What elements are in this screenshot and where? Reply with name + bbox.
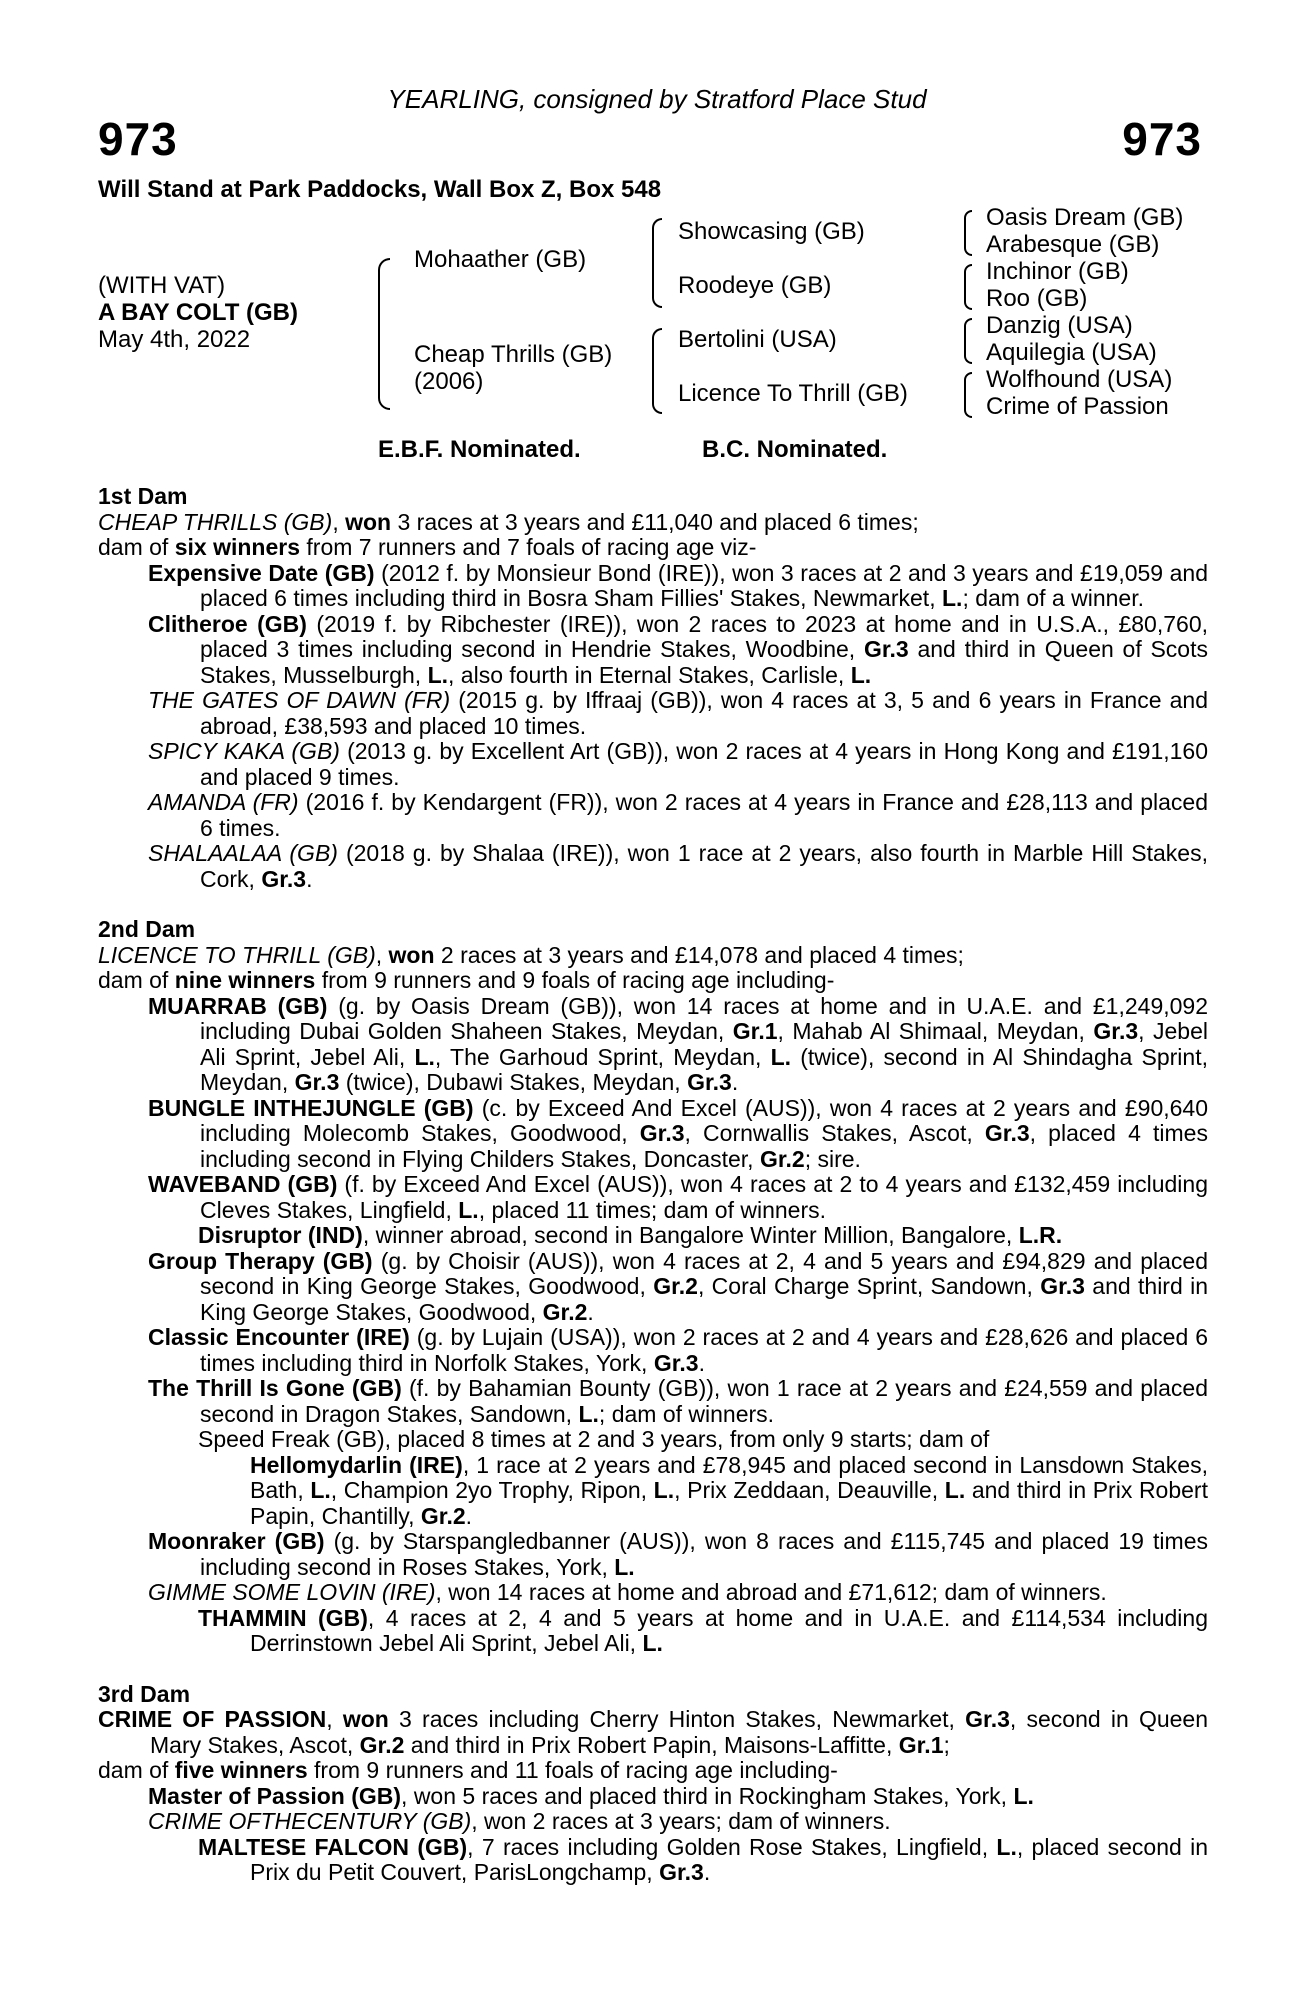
- first-dam-heading: 1st Dam: [98, 483, 188, 509]
- pedigree-brace-main: [378, 258, 390, 410]
- pedigree-dam-year: (2006): [414, 368, 484, 395]
- pedigree-g6: Aquilegia (USA): [986, 339, 1157, 366]
- third-dam-summary: CRIME OF PASSION, won 3 races including Cherry Hinton Stakes, Newmarket, Gr.3, second in Queen Mary Stakes, Ascot, Gr.2 and third in Prix Robert Papin, Maisons-Laffitte, Gr.1;: [98, 1706, 1209, 1758]
- first-dam-summary: CHEAP THRILLS (GB), won 3 races at 3 years and £11,040 and placed 6 times;: [98, 508, 919, 535]
- pedigree-brace-g4: [964, 372, 972, 418]
- bc-nominated: B.C. Nominated.: [702, 436, 888, 463]
- produce-muarrab: MUARRAB (GB) (g. by Oasis Dream (GB)), won 14 races at home and in U.A.E. and £1,249,092 including Dubai Golden Shaheen Stakes, Meydan, Gr.1, Mahab Al Shimaal, Meydan, Gr.3, Jebel Ali Sprint, Jebel Ali, L., The Garhoud Sprint, Meydan, L. (twice), second in Al Shindagha Sprint, Meydan, Gr.3 (twice), Dubawi Stakes, Meydan, Gr.3.: [148, 992, 1209, 1095]
- produce-group-therapy: Group Therapy (GB) (g. by Choisir (AUS)), won 4 races at 2, 4 and 5 years and £94,829 and placed second in King George Stakes, Goodwood, Gr.2, Coral Charge Sprint, Sandown, Gr.3 and third in King George Stakes, Goodwood, Gr.2.: [148, 1247, 1209, 1325]
- pedigree-brace-g3: [964, 318, 972, 364]
- produce-waveband: WAVEBAND (GB) (f. by Exceed And Excel (AUS)), won 4 races at 2 to 4 years and £132,459 including Cleves Stakes, Lingfield, L., placed 11 times; dam of winners.: [148, 1171, 1208, 1223]
- vat-note: (WITH VAT): [98, 272, 226, 299]
- produce-maltese-falcon: MALTESE FALCON (GB), 7 races including Golden Rose Stakes, Lingfield, L., placed second in Prix du Petit Couvert, ParisLongchamp, Gr.3.: [198, 1833, 1208, 1885]
- produce-disruptor: Disruptor (IND), winner abroad, second in Bangalore Winter Million, Bangalore, L.R.: [198, 1222, 1063, 1248]
- pedigree-g1: Oasis Dream (GB): [986, 204, 1184, 231]
- pedigree-brace-sire: [652, 218, 662, 308]
- second-dam-heading: 2nd Dam: [98, 916, 196, 942]
- produce-speed-freak: Speed Freak (GB), placed 8 times at 2 and 3 years, from only 9 starts; dam of: [198, 1426, 990, 1452]
- pedigree-dam: Cheap Thrills (GB): [414, 341, 613, 368]
- pedigree-sire: Mohaather (GB): [414, 246, 587, 273]
- catalogue-body: [98, 484, 1208, 1886]
- produce-gates-of-dawn: THE GATES OF DAWN (FR) (2015 g. by Iffraaj (GB)), won 4 races at 3, 5 and 6 years in France and abroad, £38,593 and placed 10 times.: [148, 687, 1208, 739]
- pedigree-sire-sire: Showcasing (GB): [678, 218, 865, 245]
- produce-thammin: THAMMIN (GB), 4 races at 2, 4 and 5 years at home and in U.A.E. and £114,534 including Derrinstown Jebel Ali Sprint, Jebel Ali, L.: [198, 1604, 1209, 1656]
- pedigree-brace-dam: [652, 328, 662, 414]
- produce-hellomydarlin: Hellomydarlin (IRE), 1 race at 2 years and £78,945 and placed second in Lansdown Stakes, Bath, L., Champion 2yo Trophy, Ripon, L., Prix Zeddaan, Deauville, L. and third in Prix Robert Papin, Chantilly, Gr.2.: [250, 1451, 1208, 1529]
- pedigree-brace-g2: [964, 264, 972, 310]
- first-dam-produce: dam of six winners from 7 runners and 7 foals of racing age viz-: [98, 534, 757, 560]
- third-dam-produce: dam of five winners from 9 runners and 11 foals of racing age including-: [98, 1757, 838, 1783]
- produce-crime-of-the-century: CRIME OFTHECENTURY (GB), won 2 races at 3 years; dam of winners.: [148, 1808, 891, 1834]
- consigned-by: YEARLING, consigned by Stratford Place Stud: [387, 84, 927, 114]
- pedigree-dam-dam: Licence To Thrill (GB): [678, 380, 908, 407]
- foaling-date: May 4th, 2022: [98, 326, 251, 353]
- pedigree-brace-g1: [964, 210, 972, 256]
- produce-moonraker: Moonraker (GB) (g. by Starspangledbanner (AUS)), won 8 races and £115,745 and placed 19 times including second in Roses Stakes, York, L.: [148, 1528, 1208, 1580]
- produce-thrill-is-gone: The Thrill Is Gone (GB) (f. by Bahamian Bounty (GB)), won 1 race at 2 years and £24,559 and placed second in Dragon Stakes, Sandown, L.; dam of winners.: [148, 1375, 1208, 1427]
- stand-location: Will Stand at Park Paddocks, Wall Box Z, Box 548: [98, 176, 662, 203]
- produce-master-of-passion: Master of Passion (GB), won 5 races and placed third in Rockingham Stakes, York, L.: [148, 1782, 1034, 1809]
- pedigree-g8: Crime of Passion: [986, 393, 1169, 420]
- lot-number-right: 973: [1122, 113, 1202, 165]
- pedigree-sire-dam: Roodeye (GB): [678, 272, 832, 299]
- ebf-nominated: E.B.F. Nominated.: [378, 436, 581, 463]
- produce-gimme-some-lovin: GIMME SOME LOVIN (IRE), won 14 races at home and abroad and £71,612; dam of winners.: [148, 1579, 1107, 1605]
- horse-name: A BAY COLT (GB): [98, 299, 299, 326]
- pedigree-g5: Danzig (USA): [986, 312, 1133, 339]
- pedigree-g2: Arabesque (GB): [986, 231, 1160, 258]
- lot-number-left: 973: [98, 113, 178, 165]
- produce-bungle-inthejungle: BUNGLE INTHEJUNGLE (GB) (c. by Exceed And Excel (AUS)), won 4 races at 2 years and £90,640 including Molecomb Stakes, Goodwood, Gr.3, Cornwallis Stakes, Ascot, Gr.3, placed 4 times including second in Flying Childers Stakes, Doncaster, Gr.2; sire.: [148, 1094, 1209, 1172]
- third-dam-heading: 3rd Dam: [98, 1680, 191, 1707]
- pedigree-g3: Inchinor (GB): [986, 258, 1129, 285]
- produce-amanda: AMANDA (FR) (2016 f. by Kendargent (FR)), won 2 races at 4 years in France and £28,113 and placed 6 times.: [148, 789, 1209, 841]
- pedigree-g7: Wolfhound (USA): [986, 366, 1173, 393]
- produce-shalaalaa: SHALAALAA (GB) (2018 g. by Shalaa (IRE)), won 1 race at 2 years, also fourth in Marble Hill Stakes, Cork, Gr.3.: [148, 840, 1208, 892]
- second-dam-produce: dam of nine winners from 9 runners and 9 foals of racing age including-: [98, 967, 835, 993]
- produce-expensive-date: Expensive Date (GB) (2012 f. by Monsieur Bond (IRE)), won 3 races at 2 and 3 years and £19,059 and placed 6 times including third in Bosra Sham Fillies' Stakes, Newmarket, L.; dam of a winner.: [148, 559, 1208, 611]
- produce-spicy-kaka: SPICY KAKA (GB) (2013 g. by Excellent Art (GB)), won 2 races at 4 years in Hong Kong and £191,160 and placed 9 times.: [148, 738, 1208, 790]
- second-dam-summary: LICENCE TO THRILL (GB), won 2 races at 3 years and £14,078 and placed 4 times;: [98, 941, 964, 968]
- produce-clitheroe: Clitheroe (GB) (2019 f. by Ribchester (IRE)), won 2 races to 2023 at home and in U.S.A., £80,760, placed 3 times including second in Hendrie Stakes, Woodbine, Gr.3 and third in Queen of Scots Stakes, Musselburgh, L., also fourth in Eternal Stakes, Carlisle, L.: [148, 610, 1209, 688]
- pedigree-dam-sire: Bertolini (USA): [678, 326, 837, 353]
- pedigree-g4: Roo (GB): [986, 285, 1088, 312]
- produce-classic-encounter: Classic Encounter (IRE) (g. by Lujain (USA)), won 2 races at 2 and 4 years and £28,626 and placed 6 times including third in Norfolk Stakes, York, Gr.3.: [148, 1324, 1208, 1376]
